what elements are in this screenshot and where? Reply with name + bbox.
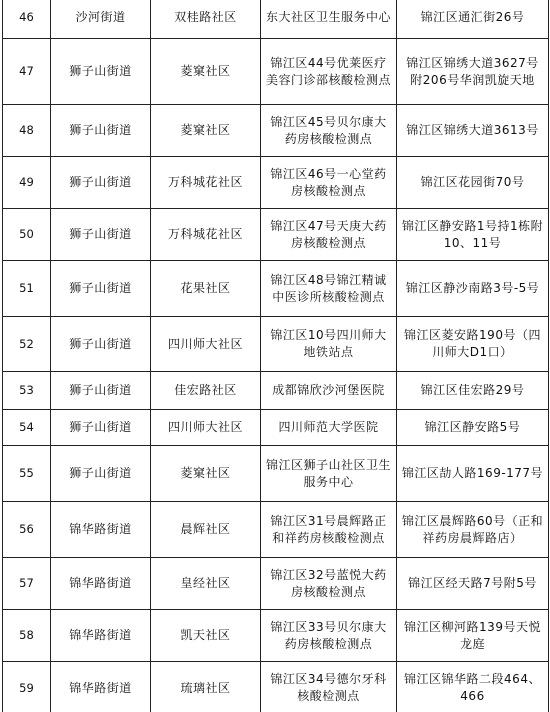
table-row bbox=[3, 372, 549, 410]
address-cell: 锦江区菱安路190号（四川师大D1口） bbox=[397, 317, 549, 372]
table-row bbox=[3, 261, 549, 317]
address-cell: 锦江区静安路1号持1栋附10、11号 bbox=[397, 209, 549, 261]
address-cell: 锦江区锦绣大道3613号 bbox=[397, 105, 549, 157]
street-cell: 锦华路街道 bbox=[51, 558, 151, 610]
site-cell: 四川师范大学医院 bbox=[261, 410, 397, 446]
community-cell: 菱窠社区 bbox=[151, 105, 261, 157]
community-cell: 琉璃社区 bbox=[151, 662, 261, 712]
table-row bbox=[3, 0, 549, 39]
site-cell: 锦江区10号四川师大地铁站点 bbox=[261, 317, 397, 372]
street-cell: 狮子山街道 bbox=[51, 410, 151, 446]
community-cell: 晨辉社区 bbox=[151, 502, 261, 558]
site-cell: 东大社区卫生服务中心 bbox=[261, 0, 397, 39]
street-cell: 狮子山街道 bbox=[51, 446, 151, 502]
table-row bbox=[3, 317, 549, 372]
street-cell: 沙河街道 bbox=[51, 0, 151, 39]
street-cell: 狮子山街道 bbox=[51, 105, 151, 157]
community-cell: 万科城花社区 bbox=[151, 209, 261, 261]
community-cell: 皇经社区 bbox=[151, 558, 261, 610]
site-cell: 成都锦欣沙河堡医院 bbox=[261, 372, 397, 410]
row-number: 47 bbox=[3, 39, 51, 105]
address-cell: 锦江区柳河路139号天悦龙庭 bbox=[397, 610, 549, 662]
community-cell: 佳宏路社区 bbox=[151, 372, 261, 410]
address-cell: 锦江区经天路7号附5号 bbox=[397, 558, 549, 610]
site-cell: 锦江区48号锦江精诚中医诊所核酸检测点 bbox=[261, 261, 397, 317]
site-cell: 锦江区47号天庚大药房核酸检测点 bbox=[261, 209, 397, 261]
street-cell: 锦华路街道 bbox=[51, 610, 151, 662]
row-number: 52 bbox=[3, 317, 51, 372]
street-cell: 狮子山街道 bbox=[51, 209, 151, 261]
address-cell: 锦江区花园街70号 bbox=[397, 157, 549, 209]
street-cell: 狮子山街道 bbox=[51, 317, 151, 372]
street-cell: 锦华路街道 bbox=[51, 662, 151, 712]
table-row bbox=[3, 209, 549, 261]
table-row bbox=[3, 410, 549, 446]
row-number: 56 bbox=[3, 502, 51, 558]
address-cell: 锦江区通汇街26号 bbox=[397, 0, 549, 39]
row-number: 59 bbox=[3, 662, 51, 712]
site-cell: 锦江区33号贝尔康大药房核酸检测点 bbox=[261, 610, 397, 662]
community-cell: 四川师大社区 bbox=[151, 410, 261, 446]
row-number: 57 bbox=[3, 558, 51, 610]
row-number: 54 bbox=[3, 410, 51, 446]
site-cell: 锦江区44号优莱医疗美容门诊部核酸检测点 bbox=[261, 39, 397, 105]
street-cell: 狮子山街道 bbox=[51, 39, 151, 105]
street-cell: 狮子山街道 bbox=[51, 261, 151, 317]
site-cell: 锦江区46号一心堂药房核酸检测点 bbox=[261, 157, 397, 209]
site-cell: 锦江区32号蓝悦大药房核酸检测点 bbox=[261, 558, 397, 610]
address-cell: 锦江区劼人路169-177号 bbox=[397, 446, 549, 502]
community-cell: 菱窠社区 bbox=[151, 39, 261, 105]
testing-sites-table bbox=[2, 0, 549, 712]
site-cell: 锦江区狮子山社区卫生服务中心 bbox=[261, 446, 397, 502]
address-cell: 锦江区佳宏路29号 bbox=[397, 372, 549, 410]
site-cell: 锦江区45号贝尔康大药房核酸检测点 bbox=[261, 105, 397, 157]
street-cell: 锦华路街道 bbox=[51, 502, 151, 558]
street-cell: 狮子山街道 bbox=[51, 157, 151, 209]
table-row bbox=[3, 610, 549, 662]
community-cell: 万科城花社区 bbox=[151, 157, 261, 209]
row-number: 58 bbox=[3, 610, 51, 662]
row-number: 49 bbox=[3, 157, 51, 209]
table-row bbox=[3, 502, 549, 558]
row-number: 50 bbox=[3, 209, 51, 261]
row-number: 51 bbox=[3, 261, 51, 317]
table-row bbox=[3, 558, 549, 610]
row-number: 55 bbox=[3, 446, 51, 502]
table-row bbox=[3, 662, 549, 712]
community-cell: 花果社区 bbox=[151, 261, 261, 317]
table-row bbox=[3, 39, 549, 105]
address-cell: 锦江区静安路5号 bbox=[397, 410, 549, 446]
community-cell: 双桂路社区 bbox=[151, 0, 261, 39]
community-cell: 凯天社区 bbox=[151, 610, 261, 662]
community-cell: 四川师大社区 bbox=[151, 317, 261, 372]
address-cell: 锦江区静沙南路3号-5号 bbox=[397, 261, 549, 317]
row-number: 46 bbox=[3, 0, 51, 39]
table-row bbox=[3, 446, 549, 502]
table-row bbox=[3, 157, 549, 209]
site-cell: 锦江区34号德尔牙科核酸检测点 bbox=[261, 662, 397, 712]
row-number: 48 bbox=[3, 105, 51, 157]
address-cell: 锦江区锦绣大道3627号附206号华润凯旋天地 bbox=[397, 39, 549, 105]
community-cell: 菱窠社区 bbox=[151, 446, 261, 502]
row-number: 53 bbox=[3, 372, 51, 410]
address-cell: 锦江区晨辉路60号（正和祥药房晨辉路店） bbox=[397, 502, 549, 558]
address-cell: 锦江区锦华路二段464、466 bbox=[397, 662, 549, 712]
street-cell: 狮子山街道 bbox=[51, 372, 151, 410]
site-cell: 锦江区31号晨辉路正和祥药房核酸检测点 bbox=[261, 502, 397, 558]
table-row bbox=[3, 105, 549, 157]
